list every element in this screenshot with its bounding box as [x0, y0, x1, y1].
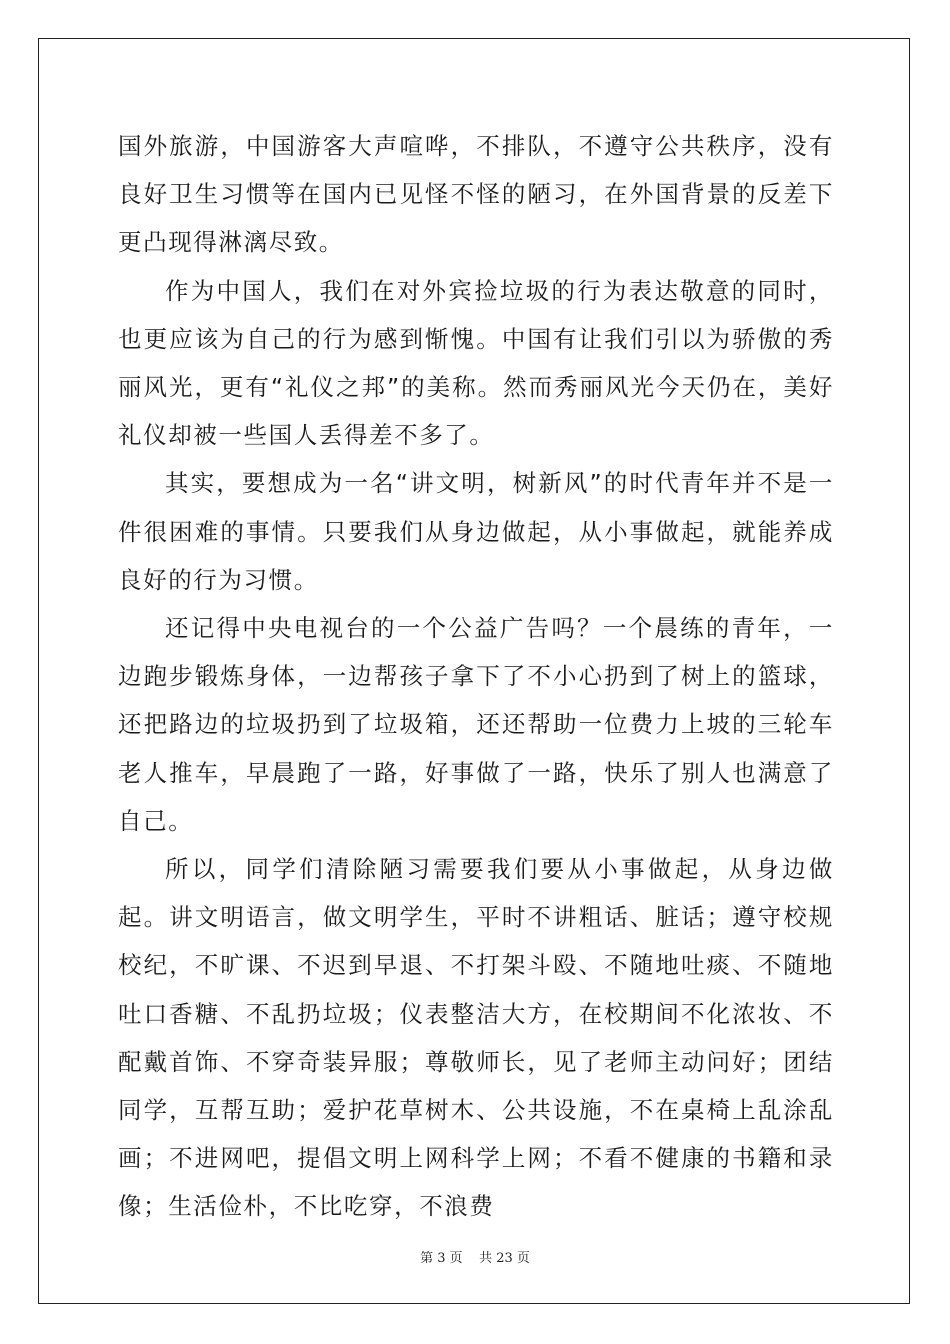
- page-number-footer: 第 3 页 共 23 页: [420, 1251, 530, 1266]
- paragraph: 作为中国人，我们在对外宾捡垃圾的行为表达敬意的同时，也更应该为自己的行为感到惭愧。中国有让我们引以为骄傲的秀丽风光，更有“礼仪之邦”的美称。然而秀丽风光今天仍在，美好礼仪却被一些国人丢得差不多了。: [118, 276, 834, 450]
- paragraph: 还记得中央电视台的一个公益广告吗？一个晨练的青年，一边跑步锻炼身体，一边帮孩子拿下了不小心扔到了树上的篮球，还把路边的垃圾扔到了垃圾箱，还还帮助一位费力上坡的三轮车老人推车，早晨跑了一路，好事做了一路，快乐了别人也满意了自己。: [118, 614, 834, 835]
- paragraph: 所以，同学们清除陋习需要我们要从小事做起，从身边做起。讲文明语言，做文明学生，平时不讲粗话、脏话；遵守校规校纪，不旷课、不迟到早退、不打架斗殴、不随地吐痰、不随地吐口香糖、不乱扔垃圾；仪表整洁大方，在校期间不化浓妆、不配戴首饰、不穿奇装异服；尊敬师长，见了老师主动问好；团结同学，互帮互助；爱护花草树木、公共设施，不在桌椅上乱涂乱画；不进网吧，提倡文明上网科学上网；不看不健康的书籍和录像；生活俭朴，不比吃穿，不浪费: [118, 855, 834, 1221]
- document-body: [118, 122, 834, 1231]
- paragraph: 国外旅游，中国游客大声喧哗，不排队，不遵守公共秩序，没有良好卫生习惯等在国内已见怪不怪的陋习，在外国背景的反差下更凸现得淋漓尽致。: [118, 132, 834, 257]
- paragraph: 其实，要想成为一名“讲文明，树新风”的时代青年并不是一件很困难的事情。只要我们从身边做起，从小事做起，就能养成良好的行为习惯。: [118, 469, 834, 594]
